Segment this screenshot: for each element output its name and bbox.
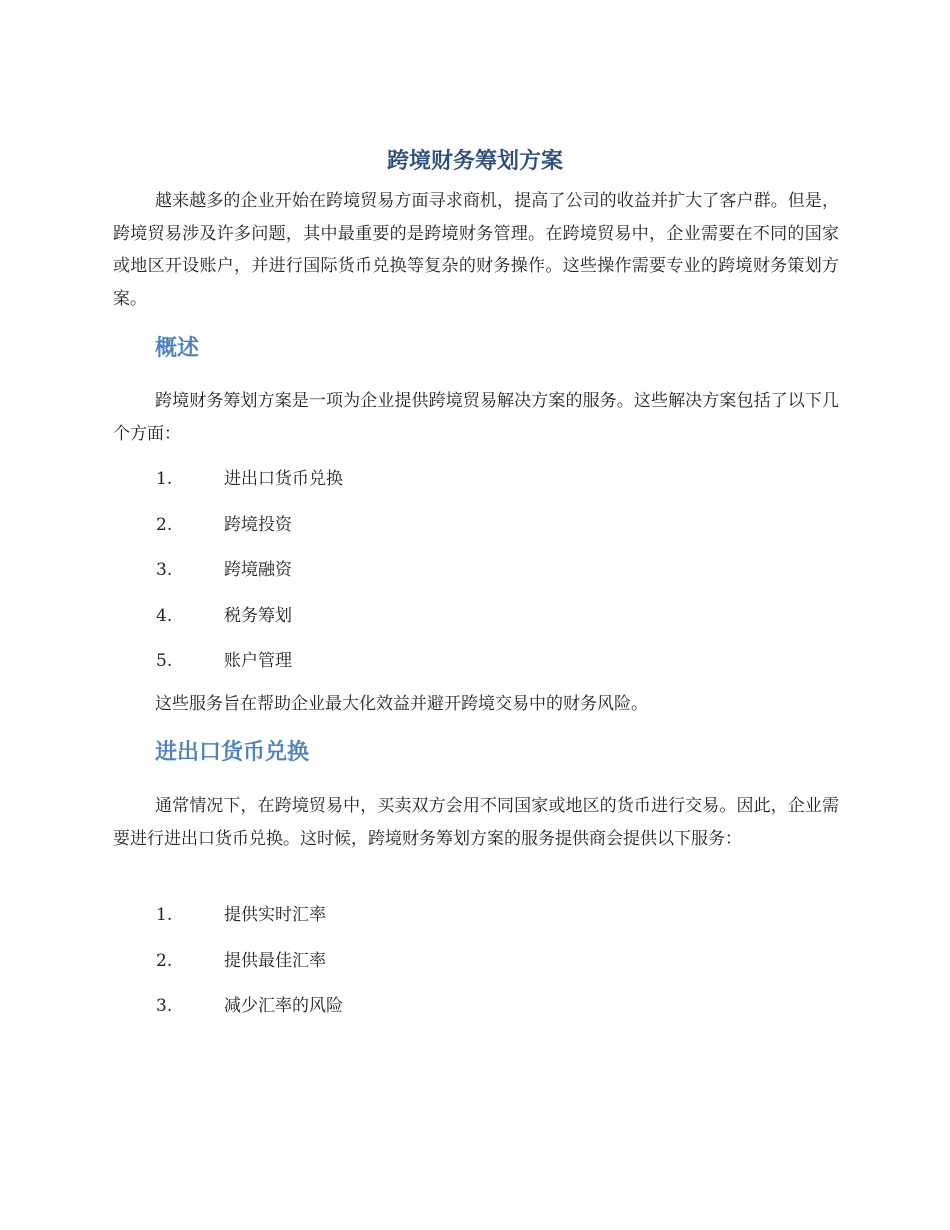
list-item <box>0 512 950 558</box>
section-heading-overview: 概述 <box>155 336 200 361</box>
list-item-number: 5. <box>156 651 173 671</box>
list-item <box>0 993 950 1039</box>
list-item-number: 2. <box>156 950 173 971</box>
list-item-text: 减少汇率的风险 <box>224 996 343 1016</box>
list-item-number: 3. <box>156 996 173 1016</box>
list-item <box>0 557 950 603</box>
list-item <box>0 948 950 994</box>
overview-closing-paragraph: 这些服务旨在帮助企业最大化效益并避开跨境交易中的财务风险。 <box>155 694 648 714</box>
list-item-text: 跨境融资 <box>224 560 292 580</box>
list-item-text: 进出口货币兑换 <box>224 469 343 489</box>
list-item-number: 2. <box>156 514 173 535</box>
list-item-text: 提供实时汇率 <box>224 905 326 925</box>
list-item <box>0 902 950 948</box>
list-item-text: 提供最佳汇率 <box>224 950 326 971</box>
currency-exchange-list <box>0 902 950 1039</box>
intro-paragraph: 越来越多的企业开始在跨境贸易方面寻求商机，提高了公司的收益并扩大了客户群。但是，跨境贸易涉及许多问题，其中最重要的是跨境财务管理。在跨境贸易中，企业需要在不同的国家或地区开设账户，并进行国际货币兑换等复杂的财务操作。这些操作需要专业的跨境财务策划方案。 <box>113 191 839 309</box>
document-title: 跨境财务筹划方案 <box>386 149 563 174</box>
list-item <box>0 603 950 649</box>
list-item-number: 1. <box>156 905 173 925</box>
list-item-number: 4. <box>156 605 173 626</box>
list-item-number: 1. <box>156 469 173 489</box>
list-item-text: 税务筹划 <box>224 605 292 626</box>
overview-list <box>0 466 950 694</box>
list-item-text: 跨境投资 <box>224 514 292 535</box>
list-item <box>0 648 950 694</box>
overview-paragraph: 跨境财务筹划方案是一项为企业提供跨境贸易解决方案的服务。这些解决方案包括了以下几个方面： <box>113 391 839 444</box>
list-item-text: 账户管理 <box>224 651 292 671</box>
currency-exchange-paragraph: 通常情况下，在跨境贸易中，买卖双方会用不同国家或地区的货币进行交易。因此，企业需要进行进出口货币兑换。这时候，跨境财务筹划方案的服务提供商会提供以下服务： <box>113 796 839 849</box>
list-item <box>0 466 950 512</box>
section-heading-currency-exchange: 进出口货币兑换 <box>155 740 310 765</box>
list-item-number: 3. <box>156 560 173 580</box>
